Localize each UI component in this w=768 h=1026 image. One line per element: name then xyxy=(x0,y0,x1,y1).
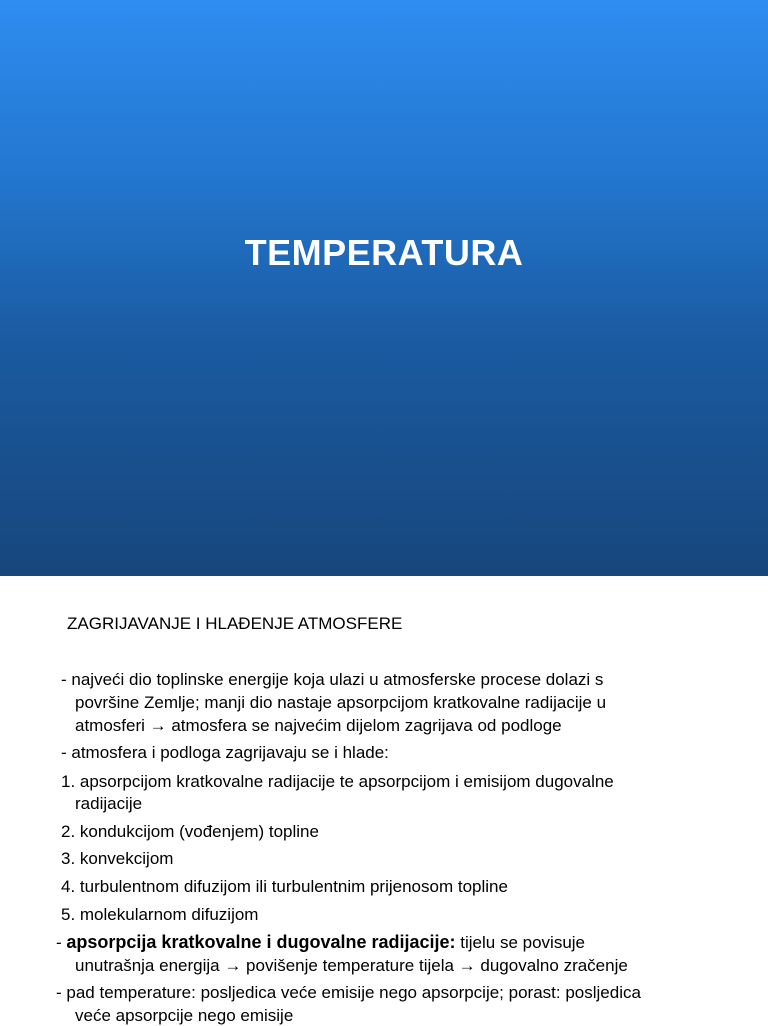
bullet-dash: - xyxy=(56,933,67,952)
text-span: tijelu se povisuje xyxy=(455,933,586,952)
paragraph-3-line-1 xyxy=(56,932,585,953)
bold-term: apsorpcija kratkovalne i dugovalne radijacije: xyxy=(66,932,456,952)
section-heading: ZAGRIJAVANJE I HLAĐENJE ATMOSFERE xyxy=(67,614,403,633)
paragraph-3-line-2: unutrašnja energija → povišenje temperature tijela → dugovalno zračenje xyxy=(75,956,628,975)
paragraph-1-line-3: atmosferi → atmosfera se najvećim dijelom zagrijava od podloge xyxy=(75,716,562,735)
list-item-1-line-2: radijacije xyxy=(75,794,143,813)
list-item-5: 5. molekularnom difuzijom xyxy=(61,905,259,924)
content-slide xyxy=(0,576,768,1024)
list-item-3: 3. konvekcijom xyxy=(61,849,174,868)
paragraph-4-line-1: - pad temperature: posljedica veće emisije nego apsorpcije; porast: posljedica xyxy=(56,983,641,1002)
list-item-2: 2. kondukcijom (vođenjem) topline xyxy=(61,822,319,841)
list-item-4: 4. turbulentnom difuzijom ili turbulentnim prijenosom topline xyxy=(61,877,508,896)
paragraph-1-line-1 xyxy=(61,670,603,690)
text-span: najveći dio toplinske energije koja ulazi u atmosferske procese dolazi s xyxy=(71,670,604,689)
paragraph-4-line-2: veće apsorpcije nego emisije xyxy=(75,1006,294,1025)
slide-title: TEMPERATURA xyxy=(244,232,524,273)
bullet-dash: - xyxy=(61,670,72,689)
paragraph-2: - atmosfera i podloga zagrijavaju se i hlade: xyxy=(61,743,389,762)
paragraph-1-line-2: površine Zemlje; manji dio nastaje apsorpcijom kratkovalne radijacije u xyxy=(75,693,607,712)
list-item-1-line-1: 1. apsorpcijom kratkovalne radijacije te apsorpcijom i emisijom dugovalne xyxy=(61,772,614,791)
